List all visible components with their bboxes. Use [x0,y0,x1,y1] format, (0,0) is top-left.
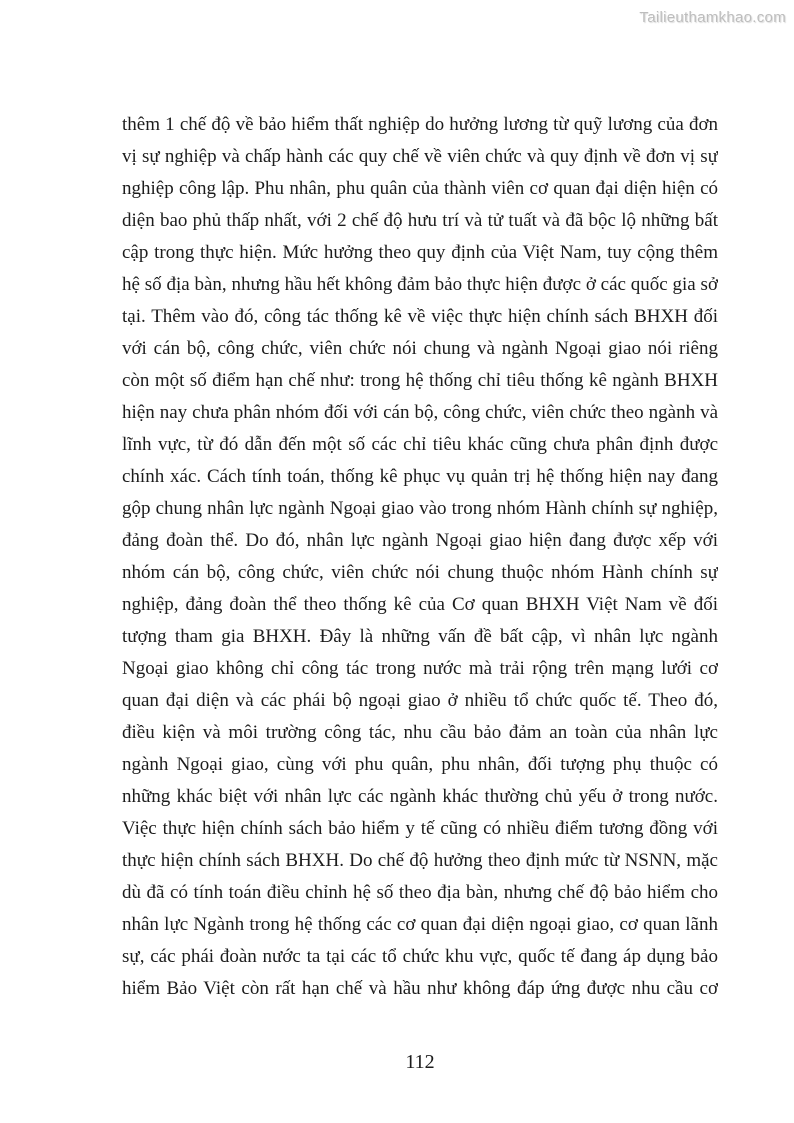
text-line: diện bao phủ thấp nhất, với 2 chế độ hưu trí và tử tuất và đã bộc lộ những bất [122,210,718,231]
text-line: tại. Thêm vào đó, công tác thống kê về việc thực hiện chính sách BHXH đối [122,306,718,327]
text-line: hệ số địa bàn, nhưng hầu hết không đảm bảo thực hiện được ở các quốc gia sở [122,274,718,295]
text-line: sự, các phái đoàn nước ta tại các tổ chức khu vực, quốc tế đang áp dụng bảo [122,946,718,967]
text-line: đảng đoàn thể. Do đó, nhân lực ngành Ngoại giao hiện đang được xếp với [122,530,718,551]
text-line: dù đã có tính toán điều chỉnh hệ số theo địa bàn, nhưng chế độ bảo hiểm cho [122,882,718,903]
text-line: hiện nay chưa phân nhóm đối với cán bộ, công chức, viên chức theo ngành và [122,402,718,423]
text-line: Ngoại giao không chỉ công tác trong nước mà trải rộng trên mạng lưới cơ [122,658,718,679]
text-line: tượng tham gia BHXH. Đây là những vấn đề bất cập, vì nhân lực ngành [122,626,718,647]
text-line: với cán bộ, công chức, viên chức nói chung và ngành Ngoại giao nói riêng [122,338,718,359]
text-line: điều kiện và môi trường công tác, nhu cầu bảo đảm an toàn của nhân lực [122,722,718,743]
page-number: 112 [405,1051,435,1073]
text-line: còn một số điểm hạn chế như: trong hệ thống chỉ tiêu thống kê ngành BHXH [122,370,718,391]
text-line: thực hiện chính sách BHXH. Do chế độ hưởng theo định mức từ NSNN, mặc [122,850,718,871]
text-line: Việc thực hiện chính sách bảo hiểm y tế cũng có nhiều điểm tương đồng với [122,818,718,839]
text-line: gộp chung nhân lực ngành Ngoại giao vào trong nhóm Hành chính sự nghiệp, [122,498,718,519]
body-text-block [122,109,718,1005]
watermark-text: Tailieuthamkhao.com [639,9,786,26]
text-line: nhóm cán bộ, công chức, viên chức nói chung thuộc nhóm Hành chính sự [122,562,718,583]
text-line: cập trong thực hiện. Mức hưởng theo quy định của Việt Nam, tuy cộng thêm [122,242,718,263]
text-line: vị sự nghiệp và chấp hành các quy chế về viên chức và quy định về đơn vị sự [122,146,718,167]
text-line: thêm 1 chế độ về bảo hiểm thất nghiệp do hưởng lương từ quỹ lương của đơn [122,114,718,135]
text-line: chính xác. Cách tính toán, thống kê phục vụ quản trị hệ thống hiện nay đang [122,466,718,487]
text-line: hiểm Bảo Việt còn rất hạn chế và hầu như không đáp ứng được nhu cầu cơ [122,978,718,999]
text-line: quan đại diện và các phái bộ ngoại giao ở nhiều tổ chức quốc tế. Theo đó, [122,690,718,711]
text-line: những khác biệt với nhân lực các ngành khác thường chủ yếu ở trong nước. [122,786,718,807]
text-line: nghiệp, đảng đoàn thể theo thống kê của Cơ quan BHXH Việt Nam về đối [122,594,718,615]
text-line: nhân lực Ngành trong hệ thống các cơ quan đại diện ngoại giao, cơ quan lãnh [122,914,718,935]
text-line: ngành Ngoại giao, cùng với phu quân, phu nhân, đối tượng phụ thuộc có [122,754,718,775]
text-line: nghiệp công lập. Phu nhân, phu quân của thành viên cơ quan đại diện hiện có [122,178,718,199]
text-line: lĩnh vực, từ đó dẫn đến một số các chỉ tiêu khác cũng chưa phân định được [122,434,718,455]
